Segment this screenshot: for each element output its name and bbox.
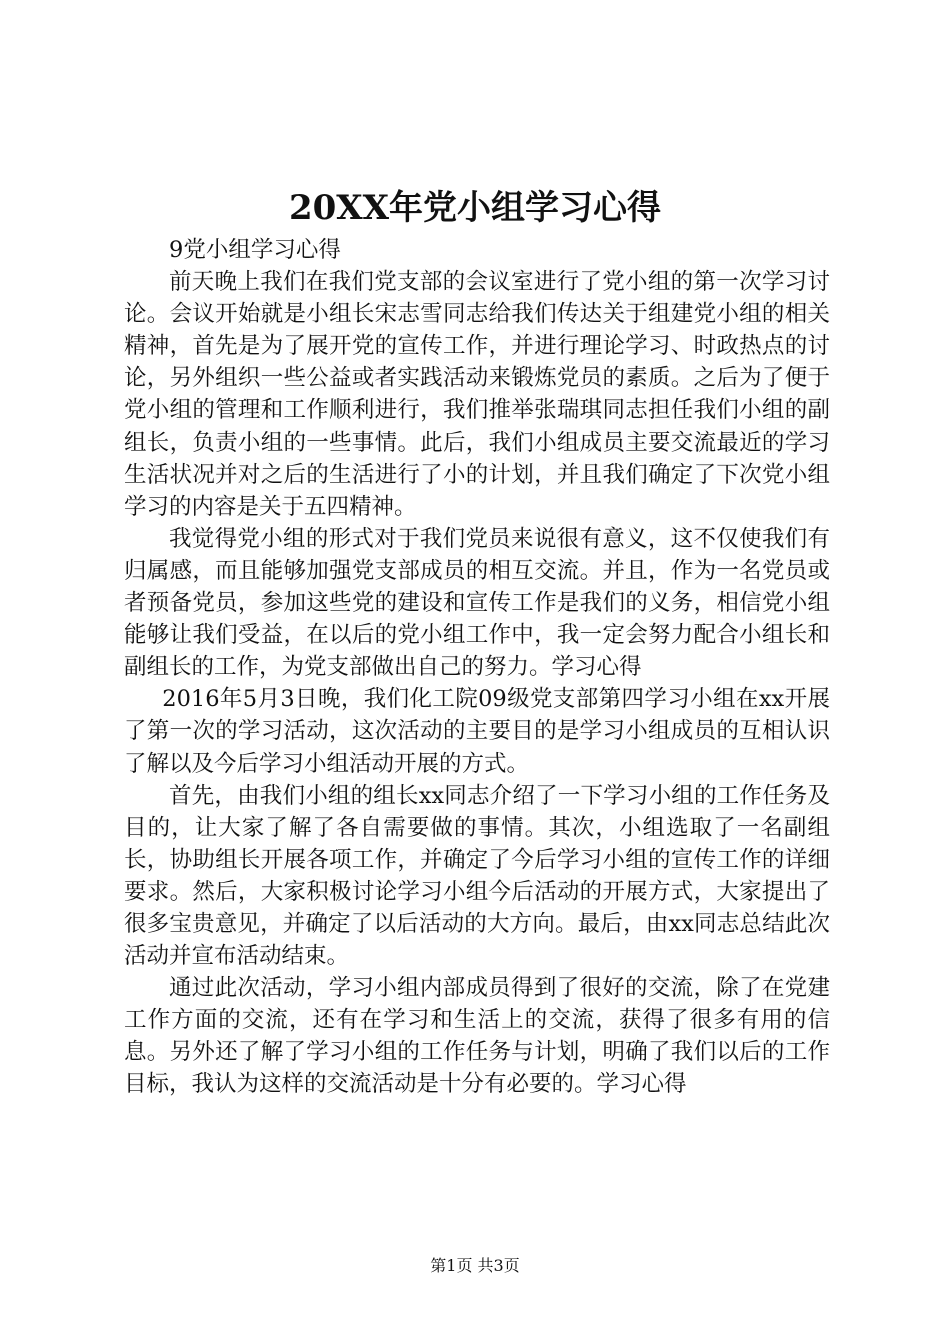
paragraph: 通过此次活动，学习小组内部成员得到了很好的交流，除了在党建工作方面的交流，还有在学习和生活上的交流，获得了很多有用的信息。另外还了解了学习小组的工作任务与计划，明确了我们以后的工作目标，我认为这样的交流活动是十分有必要的。学习心得 bbox=[124, 975, 830, 1098]
paragraph: 2016年5月3日晚，我们化工院09级党支部第四学习小组在xx开展了第一次的学习活动，这次活动的主要目的是学习小组成员的互相认识了解以及今后学习小组活动开展的方式。 bbox=[124, 686, 830, 777]
paragraph: 前天晚上我们在我们党支部的会议室进行了党小组的第一次学习讨论。会议开始就是小组长宋志雪同志给我们传达关于组建党小组的相关精神，首先是为了展开党的宣传工作，并进行理论学习、时政热点的讨论，另外组织一些公益或者实践活动来锻炼党员的素质。之后为了便于党小组的管理和工作顺利进行，我们推举张瑞琪同志担任我们小组的副组长，负责小组的一些事情。此后，我们小组成员主要交流最近的学习生活状况并对之后的生活进行了小的计划，并且我们确定了下次党小组学习的内容是关于五四精神。 bbox=[124, 269, 830, 520]
page-footer: 第1页 共3页 bbox=[430, 1256, 520, 1275]
paragraph: 我觉得党小组的形式对于我们党员来说很有意义，这不仅使我们有归属感，而且能够加强党支部成员的相互交流。并且，作为一名党员或者预备党员，参加这些党的建设和宣传工作是我们的义务，相信党小组能够让我们受益，在以后的党小组工作中，我一定会努力配合小组长和副组长的工作，为党支部做出自己的努力。学习心得 bbox=[124, 525, 830, 681]
paragraph: 首先，由我们小组的组长xx同志介绍了一下学习小组的工作任务及目的，让大家了解了各自需要做的事情。其次，小组选取了一名副组长，协助组长开展各项工作，并确定了今后学习小组的宣传工作的详细要求。然后，大家积极讨论学习小组今后活动的开展方式，大家提出了很多宝贵意见，并确定了以后活动的大方向。最后，由xx同志总结此次活动并宣布活动结束。 bbox=[124, 782, 830, 970]
document-body bbox=[124, 234, 830, 1101]
section-heading: 9党小组学习心得 bbox=[169, 237, 341, 263]
document-title: 20XX年党小组学习心得 bbox=[288, 188, 662, 228]
